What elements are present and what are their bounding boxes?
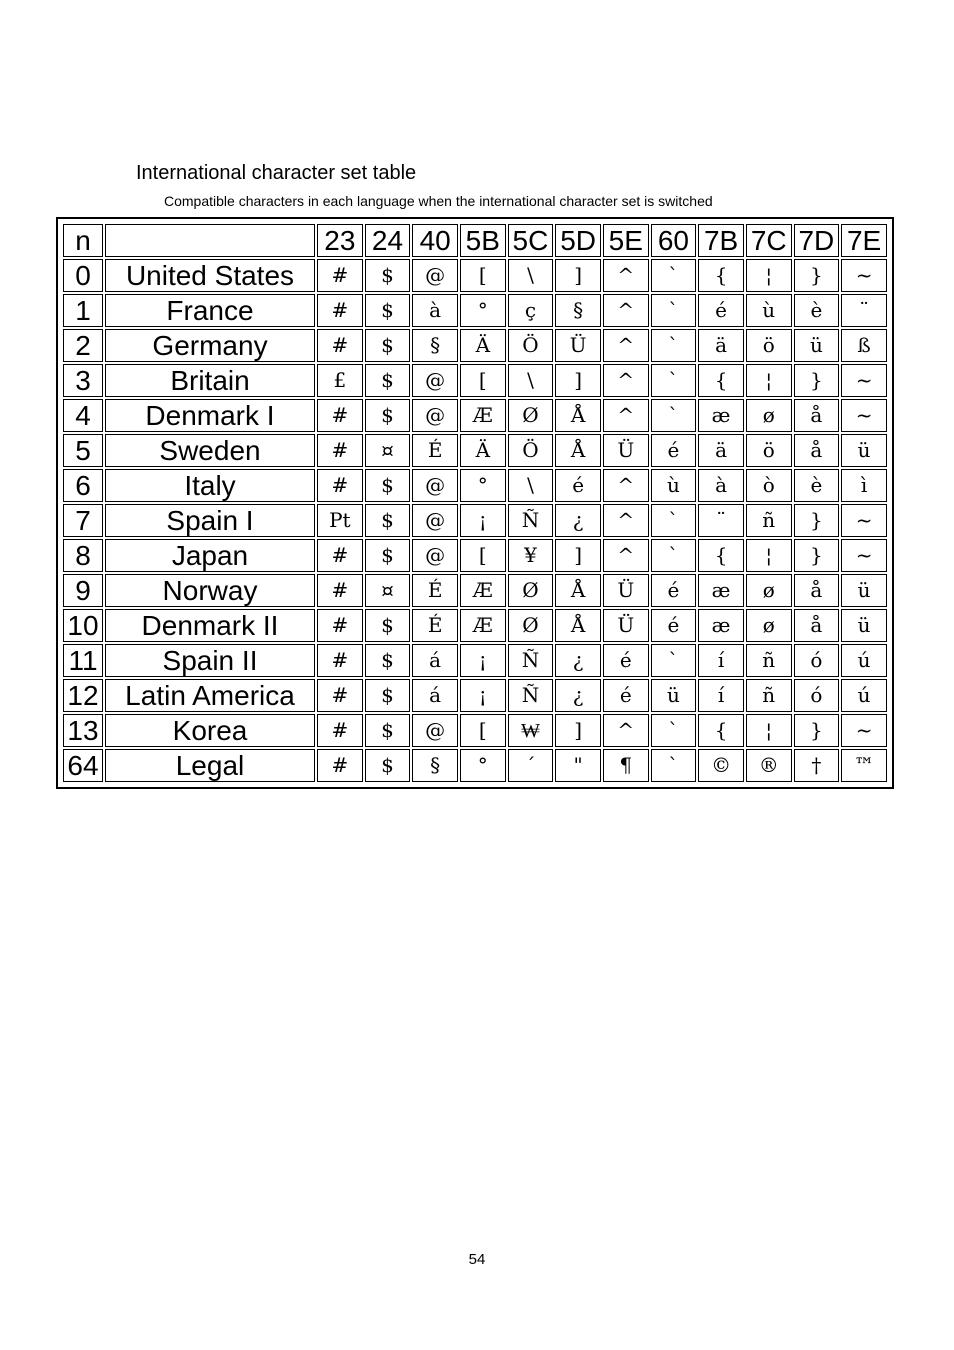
char-cell-60: ` <box>651 294 697 327</box>
row-n: 5 <box>63 434 103 467</box>
char-cell-7c: ö <box>746 434 792 467</box>
char-cell-5c: Ñ <box>508 504 554 537</box>
char-cell-60: ` <box>651 399 697 432</box>
row-language: Italy <box>105 469 315 502</box>
header-code-24: 24 <box>365 224 411 257</box>
char-cell-40: @ <box>412 504 458 537</box>
char-cell-24: $ <box>365 749 411 782</box>
row-n: 8 <box>63 539 103 572</box>
char-cell-60: é <box>651 574 697 607</box>
row-language: Spain I <box>105 504 315 537</box>
char-cell-5c: Ñ <box>508 679 554 712</box>
row-n: 3 <box>63 364 103 397</box>
char-cell-7e: ü <box>841 609 887 642</box>
char-cell-7c: ø <box>746 574 792 607</box>
char-cell-60: ` <box>651 329 697 362</box>
header-code-40: 40 <box>412 224 458 257</box>
char-cell-40: @ <box>412 364 458 397</box>
char-cell-60: ` <box>651 644 697 677</box>
char-cell-7c: ñ <box>746 504 792 537</box>
char-cell-7b: í <box>698 679 744 712</box>
char-cell-24: $ <box>365 679 411 712</box>
row-language: Latin America <box>105 679 315 712</box>
char-cell-5c: Ø <box>508 399 554 432</box>
row-language: Denmark II <box>105 609 315 642</box>
row-language: France <box>105 294 315 327</box>
char-cell-24: $ <box>365 364 411 397</box>
char-cell-7b: æ <box>698 609 744 642</box>
char-cell-5d: § <box>555 294 601 327</box>
char-cell-24: $ <box>365 609 411 642</box>
char-cell-7b: ¨ <box>698 504 744 537</box>
header-code-7e: 7E <box>841 224 887 257</box>
row-n: 0 <box>63 259 103 292</box>
char-cell-23: Pt <box>317 504 363 537</box>
char-cell-7d: ó <box>794 679 840 712</box>
char-cell-5b: ° <box>460 294 506 327</box>
char-cell-5d: Ü <box>555 329 601 362</box>
header-code-5e: 5E <box>603 224 649 257</box>
char-cell-5b: Æ <box>460 574 506 607</box>
char-cell-7b: æ <box>698 399 744 432</box>
char-cell-5d: ¿ <box>555 504 601 537</box>
char-cell-7c: ø <box>746 399 792 432</box>
char-cell-7e: ú <box>841 644 887 677</box>
char-cell-5d: Å <box>555 574 601 607</box>
row-language: Denmark I <box>105 399 315 432</box>
page-number: 54 <box>468 1251 486 1268</box>
char-cell-5d: ¿ <box>555 679 601 712</box>
char-cell-7d: å <box>794 399 840 432</box>
char-cell-23: # <box>317 609 363 642</box>
char-cell-5b: ° <box>460 469 506 502</box>
char-cell-23: # <box>317 539 363 572</box>
header-language <box>105 224 315 257</box>
char-cell-5b: ¡ <box>460 679 506 712</box>
char-cell-7d: ü <box>794 329 840 362</box>
char-cell-5c: ç <box>508 294 554 327</box>
char-cell-24: $ <box>365 469 411 502</box>
char-cell-7e: ™ <box>841 749 887 782</box>
char-cell-5e: ¶ <box>603 749 649 782</box>
char-cell-7c: ò <box>746 469 792 502</box>
char-cell-23: # <box>317 679 363 712</box>
char-cell-7b: { <box>698 714 744 747</box>
char-cell-7d: } <box>794 714 840 747</box>
char-cell-60: é <box>651 609 697 642</box>
row-language: United States <box>105 259 315 292</box>
char-cell-5d: ] <box>555 259 601 292</box>
header-code-5d: 5D <box>555 224 601 257</box>
char-cell-5e: é <box>603 679 649 712</box>
char-cell-7d: } <box>794 539 840 572</box>
char-cell-5d: ] <box>555 539 601 572</box>
char-cell-23: # <box>317 329 363 362</box>
row-n: 12 <box>63 679 103 712</box>
char-cell-23: # <box>317 434 363 467</box>
char-cell-5b: ° <box>460 749 506 782</box>
char-cell-60: ` <box>651 714 697 747</box>
char-cell-24: $ <box>365 399 411 432</box>
char-cell-7c: ñ <box>746 644 792 677</box>
char-cell-40: @ <box>412 714 458 747</box>
char-cell-5d: Å <box>555 399 601 432</box>
char-cell-23: # <box>317 399 363 432</box>
char-cell-7c: ® <box>746 749 792 782</box>
char-cell-60: ü <box>651 679 697 712</box>
char-cell-24: $ <box>365 504 411 537</box>
char-cell-5e: ^ <box>603 364 649 397</box>
char-cell-7e: ~ <box>841 364 887 397</box>
char-cell-60: ` <box>651 259 697 292</box>
char-cell-5c: Ö <box>508 329 554 362</box>
char-cell-40: É <box>412 574 458 607</box>
char-cell-23: # <box>317 574 363 607</box>
row-n: 64 <box>63 749 103 782</box>
header-code-7d: 7D <box>794 224 840 257</box>
char-cell-5b: [ <box>460 714 506 747</box>
char-cell-5e: ^ <box>603 504 649 537</box>
char-cell-23: # <box>317 469 363 502</box>
row-language: Korea <box>105 714 315 747</box>
char-cell-23: # <box>317 644 363 677</box>
char-cell-23: £ <box>317 364 363 397</box>
char-cell-60: ` <box>651 504 697 537</box>
char-cell-7c: ù <box>746 294 792 327</box>
char-cell-60: ` <box>651 539 697 572</box>
char-cell-23: # <box>317 259 363 292</box>
row-n: 11 <box>63 644 103 677</box>
char-cell-24: ¤ <box>365 574 411 607</box>
char-cell-60: ` <box>651 364 697 397</box>
page-title: International character set table <box>136 162 417 184</box>
char-cell-7d: } <box>794 259 840 292</box>
char-cell-5d: Å <box>555 609 601 642</box>
char-cell-5d: é <box>555 469 601 502</box>
char-cell-5b: [ <box>460 539 506 572</box>
char-cell-60: ù <box>651 469 697 502</box>
char-cell-7b: { <box>698 539 744 572</box>
char-cell-40: § <box>412 329 458 362</box>
char-cell-5c: Ö <box>508 434 554 467</box>
char-cell-5b: Æ <box>460 399 506 432</box>
table-row <box>63 259 887 292</box>
char-cell-7c: ¦ <box>746 364 792 397</box>
char-cell-7c: ø <box>746 609 792 642</box>
char-cell-40: @ <box>412 539 458 572</box>
table-row <box>63 469 887 502</box>
row-n: 7 <box>63 504 103 537</box>
row-language: Norway <box>105 574 315 607</box>
table-row <box>63 609 887 642</box>
char-cell-40: § <box>412 749 458 782</box>
char-cell-7b: ä <box>698 329 744 362</box>
char-cell-7b: í <box>698 644 744 677</box>
char-cell-24: $ <box>365 644 411 677</box>
char-cell-7d: è <box>794 469 840 502</box>
row-n: 2 <box>63 329 103 362</box>
header-code-23: 23 <box>317 224 363 257</box>
char-cell-5c: ´ <box>508 749 554 782</box>
char-cell-5e: Ü <box>603 434 649 467</box>
char-cell-60: é <box>651 434 697 467</box>
char-cell-40: á <box>412 644 458 677</box>
char-cell-7d: } <box>794 504 840 537</box>
char-cell-7e: ~ <box>841 714 887 747</box>
char-cell-23: # <box>317 294 363 327</box>
char-cell-7d: ó <box>794 644 840 677</box>
header-n: n <box>63 224 103 257</box>
table-row <box>63 574 887 607</box>
char-cell-7c: ñ <box>746 679 792 712</box>
char-cell-7b: © <box>698 749 744 782</box>
char-cell-5b: ¡ <box>460 504 506 537</box>
char-cell-7c: ¦ <box>746 714 792 747</box>
char-cell-7b: é <box>698 294 744 327</box>
char-cell-24: $ <box>365 294 411 327</box>
char-cell-24: $ <box>365 714 411 747</box>
char-cell-7b: { <box>698 259 744 292</box>
char-cell-5b: [ <box>460 364 506 397</box>
char-cell-60: ` <box>651 749 697 782</box>
char-cell-7c: ¦ <box>746 259 792 292</box>
char-cell-5e: ^ <box>603 294 649 327</box>
char-cell-7e: ~ <box>841 539 887 572</box>
char-cell-7e: ¨ <box>841 294 887 327</box>
table-row <box>63 434 887 467</box>
row-language: Germany <box>105 329 315 362</box>
char-cell-5b: Ä <box>460 329 506 362</box>
char-cell-7b: { <box>698 364 744 397</box>
char-cell-5e: ^ <box>603 259 649 292</box>
char-cell-5c: Ø <box>508 609 554 642</box>
row-language: Legal <box>105 749 315 782</box>
char-cell-40: @ <box>412 469 458 502</box>
char-cell-24: $ <box>365 329 411 362</box>
char-cell-7b: ä <box>698 434 744 467</box>
row-n: 10 <box>63 609 103 642</box>
char-cell-7e: ü <box>841 574 887 607</box>
header-code-7c: 7C <box>746 224 792 257</box>
char-cell-7d: † <box>794 749 840 782</box>
char-cell-5e: é <box>603 644 649 677</box>
char-cell-5e: Ü <box>603 609 649 642</box>
row-n: 6 <box>63 469 103 502</box>
char-cell-5d: " <box>555 749 601 782</box>
char-cell-40: @ <box>412 259 458 292</box>
charset-table-body <box>63 224 887 782</box>
char-cell-7e: ß <box>841 329 887 362</box>
char-cell-23: # <box>317 749 363 782</box>
char-cell-5d: Å <box>555 434 601 467</box>
char-cell-7d: å <box>794 574 840 607</box>
row-n: 1 <box>63 294 103 327</box>
char-cell-5c: \ <box>508 469 554 502</box>
char-cell-5c: \ <box>508 259 554 292</box>
header-row <box>63 224 887 257</box>
char-cell-24: $ <box>365 259 411 292</box>
char-cell-40: á <box>412 679 458 712</box>
table-row <box>63 539 887 572</box>
row-language: Japan <box>105 539 315 572</box>
char-cell-5e: ^ <box>603 329 649 362</box>
char-cell-23: # <box>317 714 363 747</box>
char-cell-5e: ^ <box>603 399 649 432</box>
table-row <box>63 504 887 537</box>
char-cell-40: @ <box>412 399 458 432</box>
header-code-5c: 5C <box>508 224 554 257</box>
header-code-5b: 5B <box>460 224 506 257</box>
char-cell-7b: æ <box>698 574 744 607</box>
header-code-60: 60 <box>651 224 697 257</box>
header-code-7b: 7B <box>698 224 744 257</box>
char-cell-5b: [ <box>460 259 506 292</box>
char-cell-24: ¤ <box>365 434 411 467</box>
char-cell-5b: Ä <box>460 434 506 467</box>
table-row <box>63 364 887 397</box>
char-cell-5c: Ñ <box>508 644 554 677</box>
char-cell-5d: ¿ <box>555 644 601 677</box>
char-cell-5e: ^ <box>603 469 649 502</box>
table-row <box>63 294 887 327</box>
charset-table <box>61 222 889 784</box>
row-n: 4 <box>63 399 103 432</box>
table-row <box>63 644 887 677</box>
char-cell-7c: ö <box>746 329 792 362</box>
char-cell-5e: Ü <box>603 574 649 607</box>
char-cell-5d: ] <box>555 714 601 747</box>
char-cell-7e: ú <box>841 679 887 712</box>
char-cell-24: $ <box>365 539 411 572</box>
row-language: Britain <box>105 364 315 397</box>
char-cell-7e: ì <box>841 469 887 502</box>
row-n: 9 <box>63 574 103 607</box>
char-cell-7d: å <box>794 434 840 467</box>
char-cell-7e: ~ <box>841 504 887 537</box>
char-cell-40: É <box>412 434 458 467</box>
char-cell-5c: ₩ <box>508 714 554 747</box>
char-cell-7c: ¦ <box>746 539 792 572</box>
char-cell-7d: å <box>794 609 840 642</box>
char-cell-5c: \ <box>508 364 554 397</box>
char-cell-7e: ~ <box>841 259 887 292</box>
char-cell-7e: ü <box>841 434 887 467</box>
char-cell-7d: è <box>794 294 840 327</box>
table-row <box>63 749 887 782</box>
char-cell-7e: ~ <box>841 399 887 432</box>
row-n: 13 <box>63 714 103 747</box>
charset-table-frame <box>56 217 894 789</box>
char-cell-40: à <box>412 294 458 327</box>
char-cell-40: É <box>412 609 458 642</box>
char-cell-7b: à <box>698 469 744 502</box>
char-cell-7d: } <box>794 364 840 397</box>
page-subtitle: Compatible characters in each language when the international character set is switched <box>164 193 713 209</box>
table-row <box>63 679 887 712</box>
row-language: Sweden <box>105 434 315 467</box>
table-row <box>63 714 887 747</box>
row-language: Spain II <box>105 644 315 677</box>
table-row <box>63 399 887 432</box>
char-cell-5e: ^ <box>603 539 649 572</box>
char-cell-5c: Ø <box>508 574 554 607</box>
char-cell-5c: ¥ <box>508 539 554 572</box>
char-cell-5b: ¡ <box>460 644 506 677</box>
table-row <box>63 329 887 362</box>
char-cell-5b: Æ <box>460 609 506 642</box>
char-cell-5e: ^ <box>603 714 649 747</box>
char-cell-5d: ] <box>555 364 601 397</box>
